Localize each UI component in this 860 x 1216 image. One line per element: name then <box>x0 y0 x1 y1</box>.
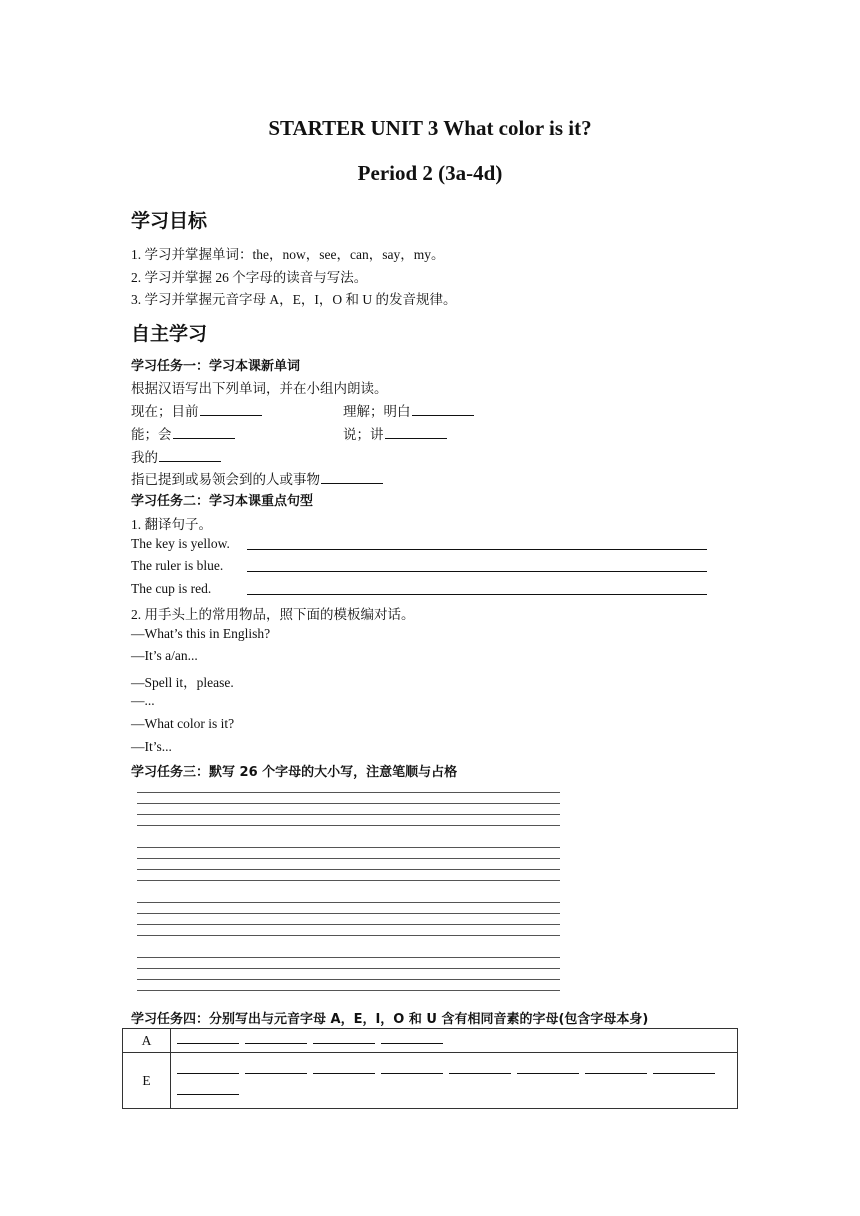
word-prompt-the <box>131 468 383 488</box>
task3-title: 学习任务三：默写 26 个字母的大小写，注意笔顺与占格 <box>131 765 458 780</box>
word-prompt-say <box>343 423 447 443</box>
period-title: Period 2 (3a-4d) <box>357 161 503 185</box>
objective-item: 2. 学习并掌握 26 个字母的读音与写法。 <box>131 270 368 285</box>
task2-title: 学习任务二：学习本课重点句型 <box>131 494 314 509</box>
task1-instruction: 根据汉语写出下列单词，并在小组内朗读。 <box>131 381 388 396</box>
task2-sub1: 1. 翻译句子。 <box>131 517 212 532</box>
word-prompt-now <box>131 400 262 420</box>
self-study-heading: 自主学习 <box>131 323 208 345</box>
dialogue-line: —It’s a/an... <box>131 648 198 663</box>
word-prompt-label: 现在；目前 <box>131 404 199 419</box>
answer-blank[interactable] <box>159 449 221 462</box>
dialogue-line: —Spell it，please. <box>131 675 234 690</box>
translation-line[interactable] <box>247 549 707 550</box>
vowel-letter: E <box>123 1053 171 1109</box>
word-prompt-label: 理解；明白 <box>343 404 411 419</box>
vowel-table <box>122 1028 738 1109</box>
answer-blank[interactable] <box>321 471 383 484</box>
word-prompt-label: 能；会 <box>131 427 172 442</box>
answer-slots[interactable] <box>171 1029 738 1053</box>
task4-title: 学习任务四：分别写出与元音字母 A，E，I，O 和 U 含有相同音素的字母(包含字母本身) <box>131 1012 649 1027</box>
table-row <box>123 1029 738 1053</box>
sentence-2: The ruler is blue. <box>131 558 224 573</box>
answer-blank[interactable] <box>173 426 235 439</box>
task2-sub2: 2. 用手头上的常用物品，照下面的模板编对话。 <box>131 607 415 622</box>
word-prompt-can <box>131 423 235 443</box>
dialogue-line: —What’s this in English? <box>131 626 271 641</box>
word-prompt-see <box>343 400 474 420</box>
word-prompt-label: 我的 <box>131 450 158 465</box>
dialogue-line: —What color is it? <box>131 716 235 731</box>
objectives-heading: 学习目标 <box>131 210 208 232</box>
sentence-1: The key is yellow. <box>131 536 230 551</box>
answer-slots[interactable] <box>171 1053 738 1109</box>
objective-item: 1. 学习并掌握单词：the，now，see，can，say，my。 <box>131 247 445 262</box>
translation-line[interactable] <box>247 594 707 595</box>
sentence-3: The cup is red. <box>131 581 212 596</box>
unit-title: STARTER UNIT 3 What color is it? <box>268 116 592 140</box>
vowel-letter: A <box>123 1029 171 1053</box>
dialogue-line: —... <box>131 693 155 708</box>
answer-blank[interactable] <box>412 403 474 416</box>
word-prompt-my <box>131 446 221 466</box>
word-prompt-label: 指已提到或易领会到的人或事物 <box>131 472 320 487</box>
word-prompt-label: 说；讲 <box>343 427 384 442</box>
translation-line[interactable] <box>247 571 707 572</box>
objective-item: 3. 学习并掌握元音字母 A，E，I，O 和 U 的发音规律。 <box>131 292 457 307</box>
dialogue-line: —It’s... <box>131 739 172 754</box>
answer-blank[interactable] <box>200 403 262 416</box>
task1-title: 学习任务一：学习本课新单词 <box>131 359 301 374</box>
answer-blank[interactable] <box>385 426 447 439</box>
table-row <box>123 1053 738 1109</box>
